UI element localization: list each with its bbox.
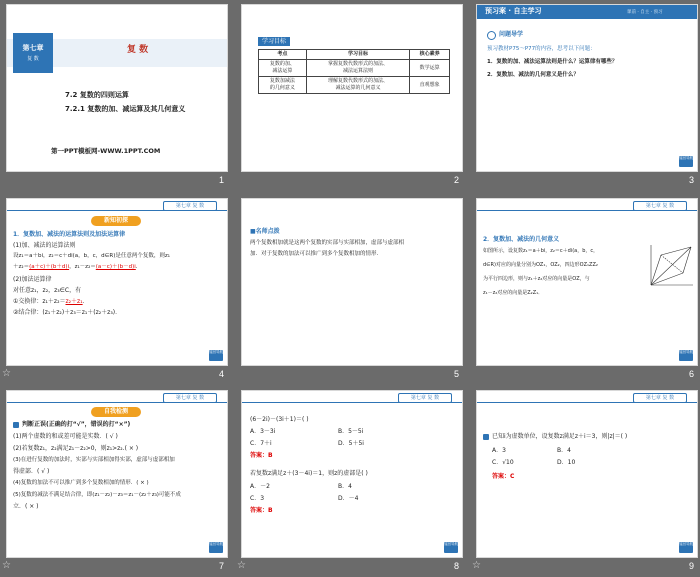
goals-table: 考点 学习目标 核心素养 复数的加、 减法运算 掌握复数代数形式的加法、 减法运算法则 数学运算 复数加减法 的几何意义 理解复数代数形式的加法、 减法运算的几何意义 直观想象 bbox=[258, 49, 450, 94]
slide-number: 8 bbox=[453, 561, 459, 571]
star-icon[interactable]: ☆ bbox=[237, 560, 246, 571]
slide-thumbnail-7[interactable]: 第七章 复 数 自我检测 判断正误(正确的打“√”，错误的打“×”) (1)两个虚数的和或差可能是实数．( √ ) (2)若复数z₁，z₂满足z₁－z₂>0，则z₁>z₂.( × ) (3)在进行复数的加法时，实部与实部相加得实部，虚部与虚部相加 得虚部．( √ ) (4)复数的加法不可以推广到多个复数相加的情形．( × ) (5)复数的减法不满足结合律，即(z₁－z₂)－z₃＝z₁－(z₂＋z₃)可能不成 立．( × ) 返回导航 ☆ 7 bbox=[0, 386, 230, 576]
slide-thumbnail-1[interactable] bbox=[0, 0, 230, 190]
section-title: 7.2 复数的四则运算 bbox=[65, 91, 129, 99]
slide-number: 4 bbox=[218, 369, 224, 379]
slide-thumbnail-5[interactable]: ■名师点拨 两个复数相加就是这两个复数的实部与实部相加，虚部与虚部相 加．对于复数的加法可以推广到多个复数相加的情形． 5 bbox=[235, 194, 465, 384]
back-nav-button[interactable]: 返回导航 bbox=[679, 542, 693, 553]
slide-thumbnail-3[interactable]: 预习案 · 自主学习 课前 · 自主 · 预习 问题导学 预习教材P75～P77的内容，思考以下问题： 1．复数的加、减法运算法则是什么？运算律有哪些？ 2．复数加、减法的几何意义是什么？ 返回导航 3 bbox=[470, 0, 700, 190]
slide-number: 7 bbox=[218, 561, 224, 571]
slide-number: 9 bbox=[688, 561, 694, 571]
parallelogram-diagram bbox=[647, 243, 695, 289]
question-mark-icon bbox=[483, 434, 489, 440]
slide-number: 5 bbox=[453, 369, 459, 379]
new-knowledge-badge: 新知初探 bbox=[91, 216, 141, 226]
site-credit: 第一PPT模板网-WWW.1PPT.COM bbox=[51, 147, 161, 155]
chapter-block: 第七章 复 数 bbox=[13, 33, 53, 73]
subsection-title: 7.2.1 复数的加、减运算及其几何意义 bbox=[65, 105, 186, 113]
star-icon[interactable]: ☆ bbox=[472, 560, 481, 571]
self-check-badge: 自我检测 bbox=[91, 407, 141, 417]
back-nav-button[interactable]: 返回导航 bbox=[209, 350, 223, 361]
slide-title: 复 数 bbox=[127, 45, 149, 55]
back-nav-button[interactable]: 返回导航 bbox=[679, 156, 693, 167]
question-icon bbox=[487, 31, 496, 40]
slide-thumbnail-2[interactable] bbox=[235, 0, 465, 190]
back-nav-button[interactable]: 返回导航 bbox=[209, 542, 223, 553]
slide-thumbnail-9[interactable]: 第七章 复 数 已知i为虚数单位，设复数z满足z＋i＝3，则|z|＝( ) A．3 B．4 C．√10 D．10 答案：C 返回导航 ☆ 9 bbox=[470, 386, 700, 576]
star-icon[interactable]: ☆ bbox=[2, 368, 11, 379]
star-icon[interactable]: ☆ bbox=[2, 560, 11, 571]
slide-number: 1 bbox=[218, 175, 224, 185]
slide-thumbnail-4[interactable]: 第七章 复 数 新知初探 1．复数加、减法的运算法则及加法运算律 (1)加、减法的运算法则 设z₁＝a＋bi，z₂＝c＋di(a，b，c，d∈R)是任意两个复数，则z₁ ＋z₂＝(a＋c)＋(b＋d)i，z₁－z₂＝(a－c)＋(b－d)i． (2)加法运算律 对任意z₁，z₂，z₃∈C，有 ①交换律：z₁＋z₂＝z₂＋z₁． ②结合律：(z₁＋z₂)＋z₃＝z₁＋(z₂＋z₃)． 返回导航 ☆ 4 bbox=[0, 194, 230, 384]
goal-badge: 学习目标 bbox=[258, 37, 290, 46]
slide-thumbnail-6[interactable]: 第七章 复 数 2．复数加、减法的几何意义 如图所示，设复数z₁＝a＋bi，z₂＝c＋di(a，b，c， d∈R)对应的向量分别为OZ₁，OZ₂，四边形OZ₁ZZ₂ 为平行四边形，则与z₁＋z₂对应的向量是OZ，与 z₁－z₂对应的向量是Z₂Z₁． 返回导航 6 bbox=[470, 194, 700, 384]
back-nav-button[interactable]: 返回导航 bbox=[679, 350, 693, 361]
slide-number: 3 bbox=[688, 175, 694, 185]
slide-thumbnail-8[interactable]: 第七章 复 数 (6－2i)－(3i＋1)＝( ) A．3－3i B．5－5i C．7＋i D．5＋5i 答案：B 若复数z满足z＋(3－4i)＝1，则z的虚部是( ) A．－2 B．4 C．3 D．－4 答案：B 返回导航 ☆ 8 bbox=[235, 386, 465, 576]
slide-number: 2 bbox=[453, 175, 459, 185]
slide-number: 6 bbox=[688, 369, 694, 379]
back-nav-button[interactable]: 返回导航 bbox=[444, 542, 458, 553]
edit-icon bbox=[13, 422, 19, 428]
